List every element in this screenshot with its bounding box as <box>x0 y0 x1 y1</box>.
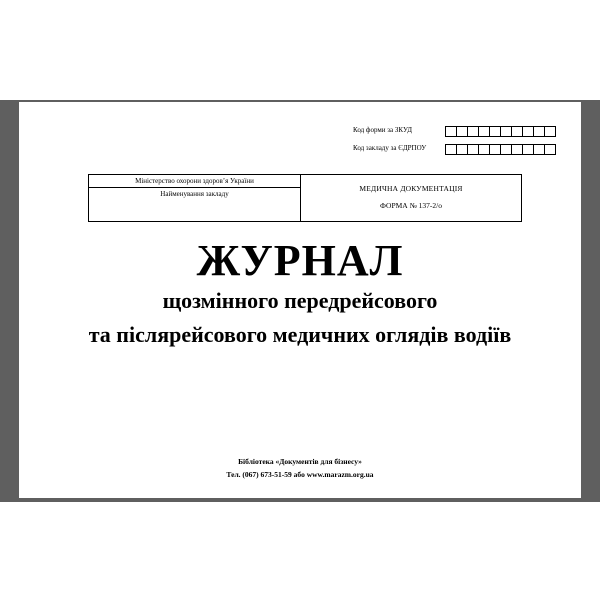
subtitle-line-1: щозмінного передрейсового <box>162 288 438 313</box>
form-block <box>301 175 521 221</box>
zkud-code-boxes <box>446 126 556 137</box>
institution-label: Найменування закладу <box>160 190 229 198</box>
edrpou-code-boxes <box>446 144 556 155</box>
footer-contacts: Тел. (067) 673-51-59 або www.marazm.org.ua <box>226 470 374 479</box>
footer-library: Бібліотека «Документів для бізнесу» <box>238 457 362 466</box>
form-number-label: ФОРМА № 137-2/о <box>380 201 442 210</box>
doc-type-label: МЕДИЧНА ДОКУМЕНТАЦІЯ <box>359 184 463 193</box>
code-cell <box>544 144 556 155</box>
journal-title: ЖУРНАЛ <box>196 236 404 285</box>
zkud-code-label: Код форми за ЗКУД <box>353 126 412 134</box>
institution-block <box>89 175 301 221</box>
code-cell <box>544 126 556 137</box>
ministry-label: Міністерство охорони здоров’я України <box>89 175 300 188</box>
subtitle-line-2: та післярейсового медичних оглядів водіїв <box>88 322 512 347</box>
header-table <box>88 174 522 222</box>
edrpou-code-label: Код закладу за ЄДРПОУ <box>353 144 427 152</box>
